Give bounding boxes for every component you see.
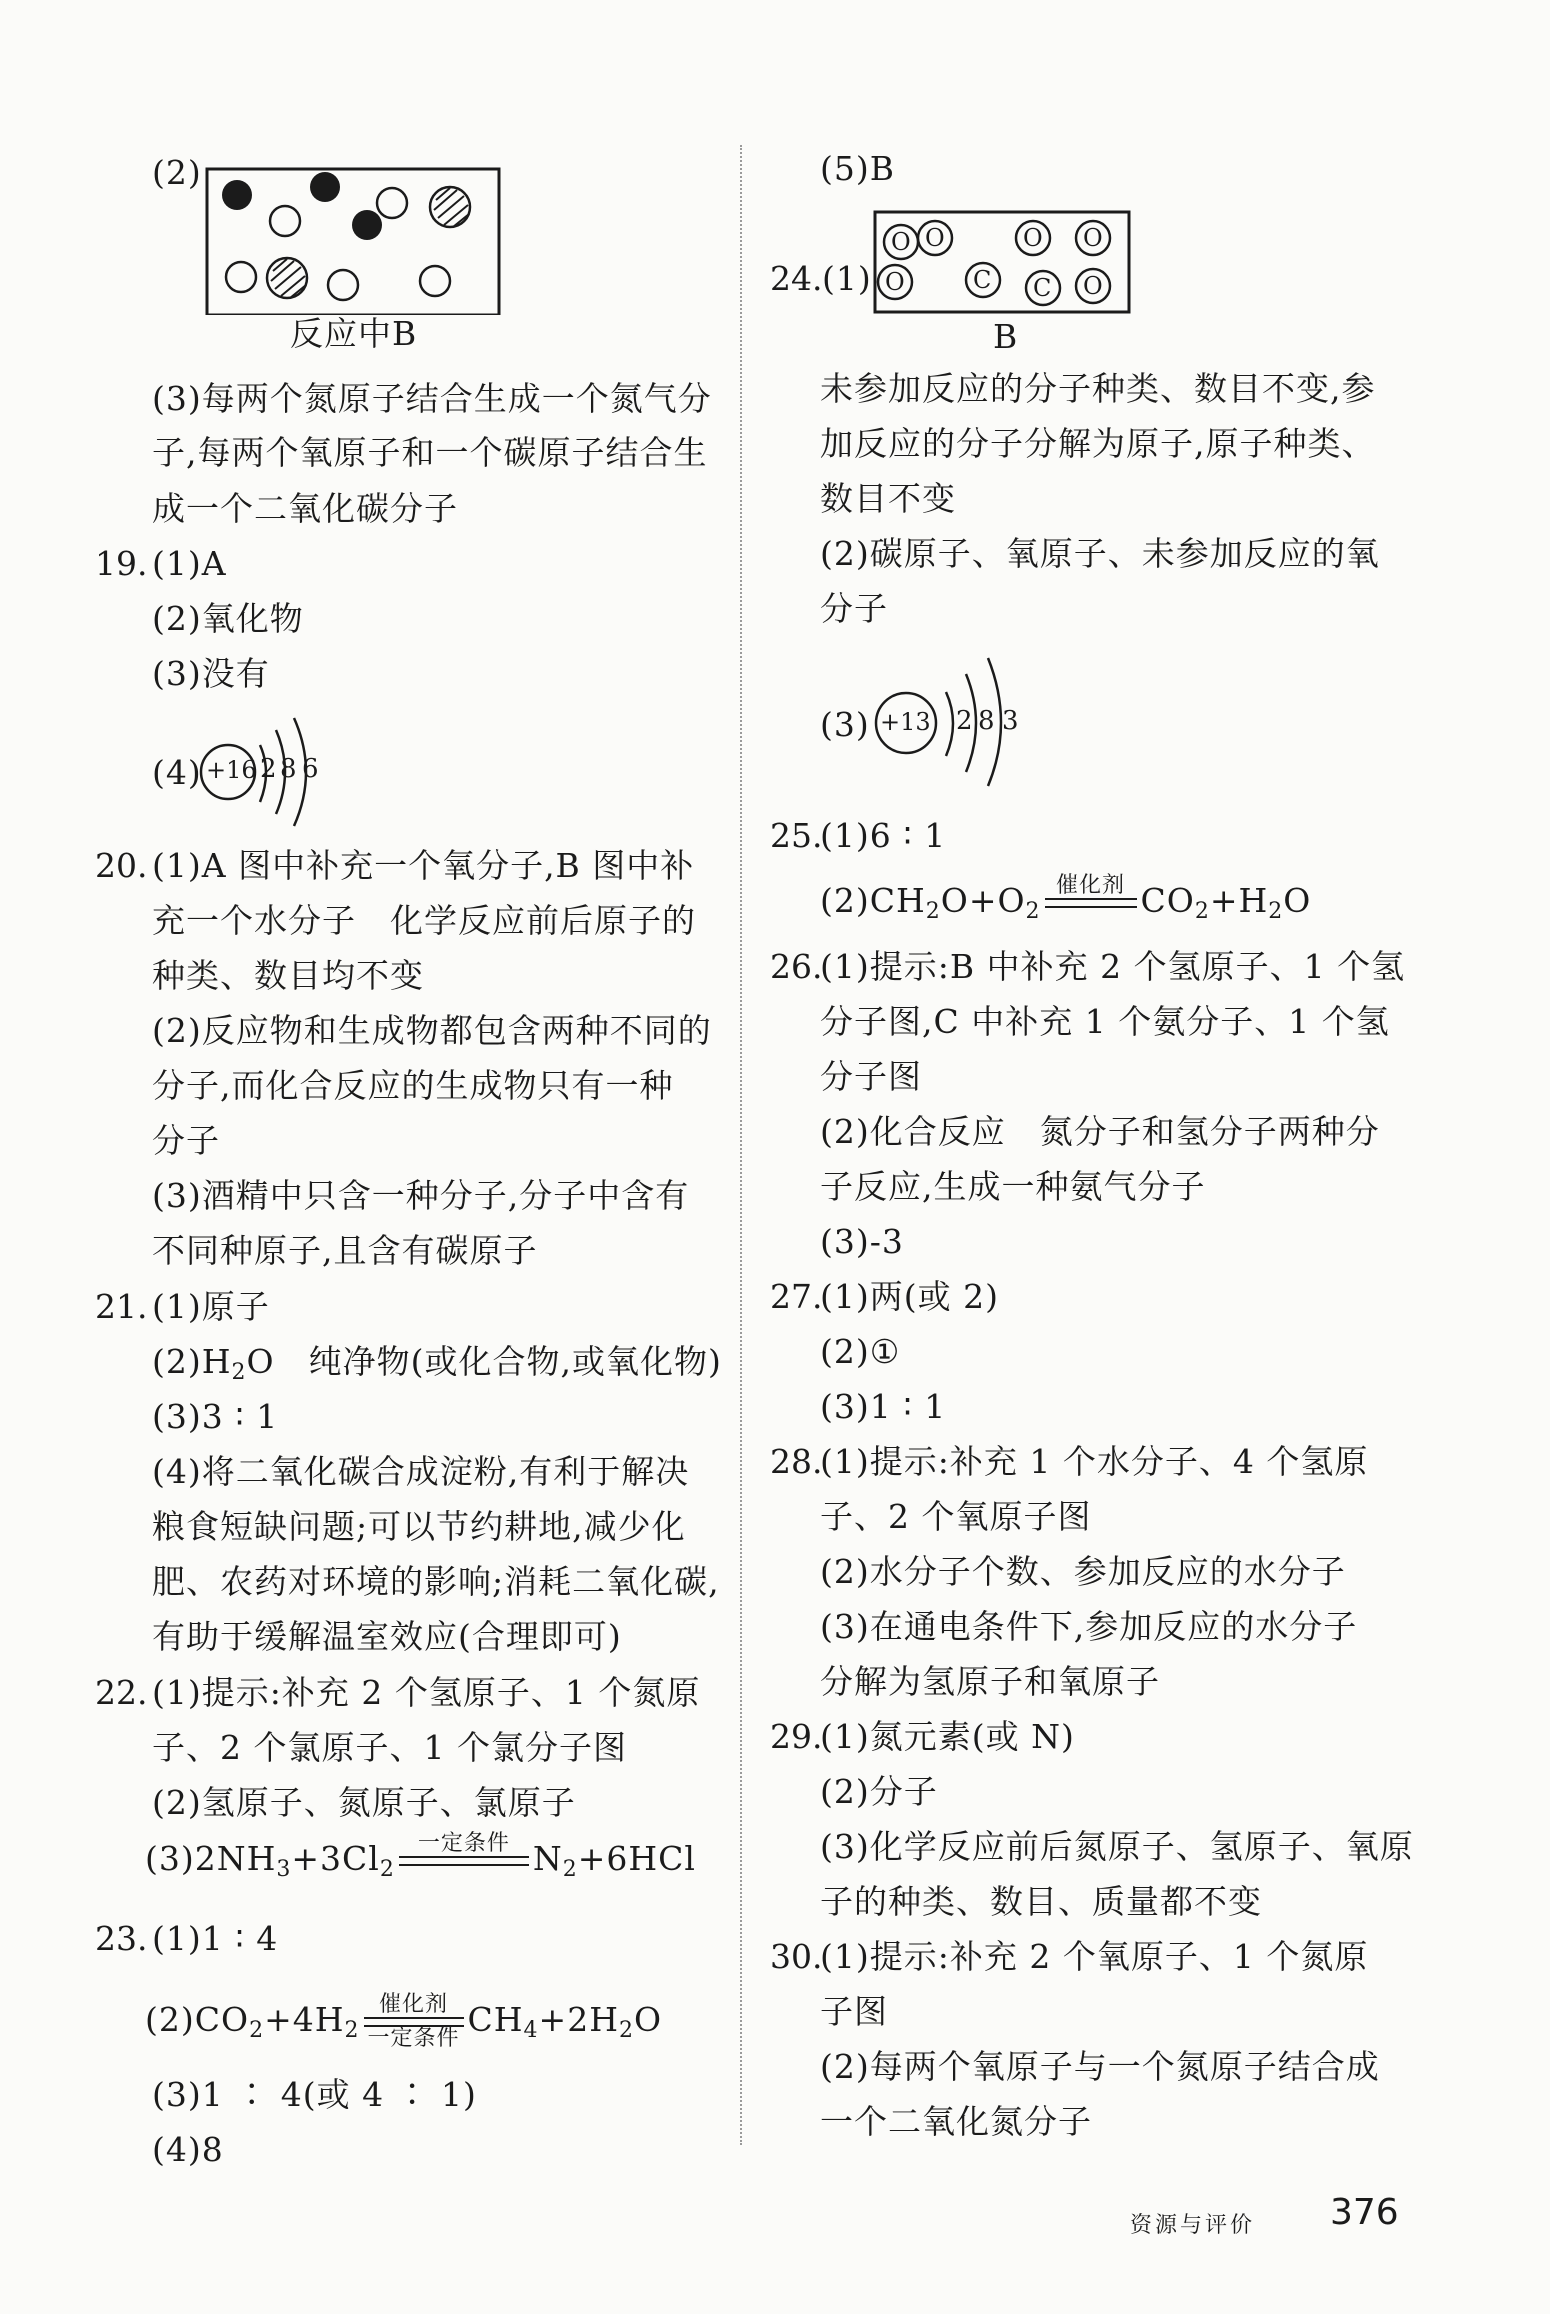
q28-line-2: 子、2 个氧原子图 [820, 1497, 1092, 1536]
q29-line-4: 子的种类、数目、质量都不变 [820, 1882, 1262, 1921]
q23-3: (3)1 ∶ 4(或 4 ∶ 1) [152, 2075, 477, 2114]
reaction-condition: 催化剂 一定条件 [364, 1993, 464, 2051]
q21-1: (1)原子 [152, 1287, 270, 1326]
shell-1-electrons: 2 [956, 706, 973, 736]
aluminum-atom-structure [868, 648, 1028, 788]
q20-line-7: (3)酒精中只含一种分子,分子中含有 [152, 1176, 690, 1215]
page-number: 376 [1330, 2192, 1399, 2233]
shell-2-electrons: 8 [280, 754, 297, 784]
q24-3-label: (3) [820, 705, 870, 744]
oxygen-atom-label: O [925, 224, 945, 252]
reaction-condition: 一定条件 [399, 1832, 529, 1866]
q20-line-5: 分子,而化合反应的生成物只有一种 [152, 1066, 674, 1105]
q19-4-label: (4) [152, 753, 202, 792]
q19-3: (3)没有 [152, 654, 270, 693]
reaction-b-diagram [205, 165, 505, 315]
q27-line-3: (3)1 ∶ 1 [820, 1387, 947, 1426]
q22-line-3: (2)氢原子、氮原子、氯原子 [152, 1783, 576, 1822]
q18-3-line-1: (3)每两个氮原子结合生成一个氮气分 [152, 379, 712, 418]
white-atom [420, 266, 450, 296]
q24-molecule-diagram [873, 210, 1133, 316]
q20-line-1: (1)A 图中补充一个氧分子,B 图中补 [152, 846, 695, 885]
q26-number: 26. [770, 947, 823, 986]
q20-number: 20. [95, 846, 148, 885]
q23-4: (4)8 [152, 2130, 224, 2169]
q26-line-1: (1)提示:B 中补充 2 个氢原子、1 个氢 [820, 947, 1406, 986]
q24-line-5: 分子 [820, 589, 888, 628]
carbon-atom-label: C [973, 266, 992, 294]
q24-line-4: (2)碳原子、氧原子、未参加反应的氧 [820, 534, 1380, 573]
oxygen-atom-label: O [1083, 272, 1103, 300]
q29-line-1: (1)氮元素(或 N) [820, 1717, 1075, 1756]
q23-2-equation: $(2)CO_2+4H_2$ 催化剂 一定条件 $CH_4+2H_2O$ [145, 1992, 663, 2051]
q23-1: (1)1 ∶ 4 [152, 1919, 279, 1958]
carbon-atom-label: C [1033, 274, 1052, 302]
q28-line-3: (2)水分子个数、参加反应的水分子 [820, 1552, 1346, 1591]
q26-line-2: 分子图,C 中补充 1 个氨分子、1 个氢 [820, 1002, 1390, 1041]
q20-line-4: (2)反应物和生成物都包含两种不同的 [152, 1011, 712, 1050]
q24-1-label: (1) [822, 259, 872, 298]
q27-line-1: (1)两(或 2) [820, 1277, 999, 1316]
shell-2-electrons: 8 [978, 706, 995, 736]
footer-label: 资源与评价 [1130, 2213, 1256, 2238]
shell-3-electrons: 6 [302, 754, 319, 784]
q21-number: 21. [95, 1287, 148, 1326]
q28-number: 28. [770, 1442, 823, 1481]
q20-line-3: 种类、数目均不变 [152, 956, 424, 995]
q28-line-1: (1)提示:补充 1 个水分子、4 个氢原 [820, 1442, 1369, 1481]
q18-3-line-3: 成一个二氧化碳分子 [152, 489, 458, 528]
sulfur-atom-structure [198, 710, 338, 830]
oxygen-atom-label: O [885, 268, 905, 296]
q30-line-2: 子图 [820, 1992, 888, 2031]
q26-line-5: 子反应,生成一种氨气分子 [820, 1167, 1206, 1206]
hatched-atom [430, 187, 470, 227]
q25-1: (1)6 ∶ 1 [820, 816, 947, 855]
q27-number: 27. [770, 1277, 823, 1316]
black-atom [222, 180, 252, 210]
q26-line-6: (3)-3 [820, 1222, 904, 1261]
q21-3: (3)3 ∶ 1 [152, 1397, 279, 1436]
q25-2-equation: $(2)CH_2O+O_2$ 催化剂 $CO_2+H_2O$ [820, 873, 1312, 924]
white-atom [226, 262, 256, 292]
q20-line-6: 分子 [152, 1121, 220, 1160]
shell-1-electrons: 2 [260, 754, 277, 784]
q30-number: 30. [770, 1937, 823, 1976]
oxygen-atom-label: O [891, 228, 911, 256]
q19-1: (1)A [152, 544, 227, 583]
black-atom [352, 210, 382, 240]
shell-3-electrons: 3 [1002, 706, 1019, 736]
q24-line-3: 数目不变 [820, 479, 956, 518]
q21-4-line-1: (4)将二氧化碳合成淀粉,有利于解决 [152, 1452, 690, 1491]
q23-number: 23. [95, 1919, 148, 1958]
q18-2-label: (2) [152, 153, 202, 192]
hatched-atom [267, 258, 307, 298]
black-atom [310, 172, 340, 202]
q30-line-3: (2)每两个氧原子与一个氮原子结合成 [820, 2047, 1380, 2086]
q19-number: 19. [95, 544, 148, 583]
q29-line-3: (3)化学反应前后氮原子、氢原子、氧原 [820, 1827, 1414, 1866]
q21-4-line-4: 有助于缓解温室效应(合理即可) [152, 1617, 622, 1656]
white-atom [328, 270, 358, 300]
column-divider [740, 145, 742, 2145]
q29-number: 29. [770, 1717, 823, 1756]
white-atom [377, 188, 407, 218]
q24-line-1: 未参加反应的分子种类、数目不变,参 [820, 369, 1376, 408]
q20-line-8: 不同种原子,且含有碳原子 [152, 1231, 538, 1270]
q26-line-4: (2)化合反应 氮分子和氢分子两种分 [820, 1112, 1380, 1151]
reaction-condition: 催化剂 [1045, 874, 1137, 908]
q21-4-line-3: 肥、农药对环境的影响;消耗二氧化碳, [152, 1562, 720, 1601]
q28-line-4: (3)在通电条件下,参加反应的水分子 [820, 1607, 1358, 1646]
q22-line-1: (1)提示:补充 2 个氢原子、1 个氮原 [152, 1673, 701, 1712]
q20-line-2: 充一个水分子 化学反应前后原子的 [152, 901, 696, 940]
q18-3-line-2: 子,每两个氧原子和一个碳原子结合生 [152, 433, 708, 472]
q30-line-4: 一个二氧化氮分子 [820, 2102, 1092, 2141]
q27-line-2: (2)① [820, 1332, 901, 1371]
oxygen-atom-label: O [1023, 224, 1043, 252]
q24-number: 24. [770, 259, 823, 298]
q21-2: $(2)H_2O$ 纯净物(或化合物,或氧化物) [152, 1342, 722, 1385]
q22-line-2: 子、2 个氯原子、1 个氯分子图 [152, 1728, 627, 1767]
q21-4-line-2: 粮食短缺问题;可以节约耕地,减少化 [152, 1507, 686, 1546]
q22-3-equation: $(3)2NH_3+3Cl_2$ 一定条件 $N_2+6HCl$ [145, 1831, 696, 1882]
q22-number: 22. [95, 1673, 148, 1712]
q25-number: 25. [770, 816, 823, 855]
q29-line-2: (2)分子 [820, 1772, 938, 1811]
q30-line-1: (1)提示:补充 2 个氧原子、1 个氮原 [820, 1937, 1369, 1976]
q28-line-5: 分解为氢原子和氧原子 [820, 1662, 1160, 1701]
q18-2-caption: 反应中B [290, 314, 418, 353]
nucleus-charge: +13 [880, 708, 931, 736]
nucleus-charge: +16 [206, 756, 257, 784]
q26-line-3: 分子图 [820, 1057, 922, 1096]
white-atom [270, 206, 300, 236]
q23-5: (5)B [820, 149, 895, 188]
q24-line-2: 加反应的分子分解为原子,原子种类、 [820, 424, 1376, 463]
q19-2: (2)氧化物 [152, 599, 304, 638]
q24-caption: B [993, 317, 1019, 356]
oxygen-atom-label: O [1083, 224, 1103, 252]
